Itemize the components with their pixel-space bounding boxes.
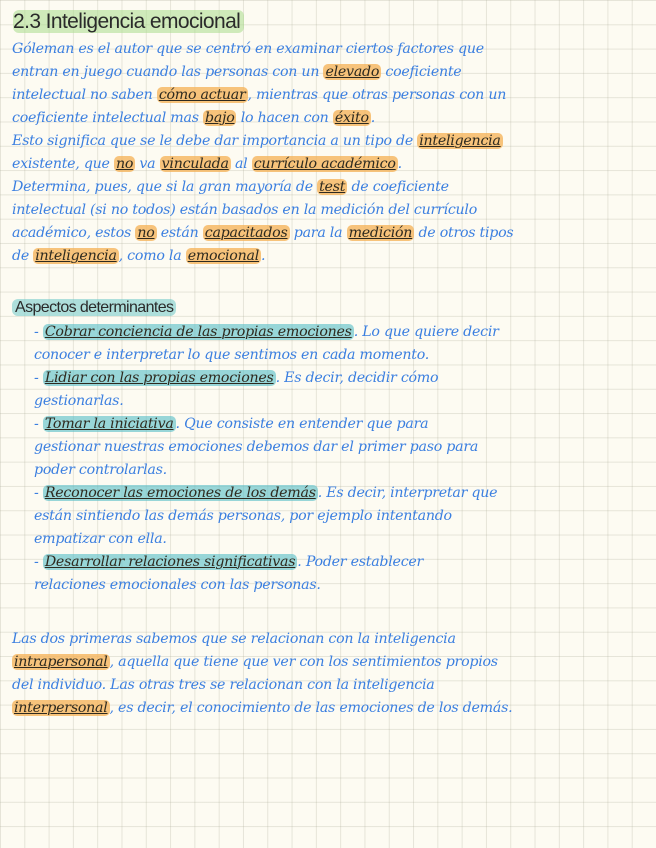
- highlight-term: Desarrollar relaciones significativas: [44, 554, 296, 570]
- highlight-term: Cobrar conciencia de las propias emociones: [44, 324, 352, 340]
- highlight-term: elevado: [325, 64, 380, 80]
- highlight-term: cómo actuar: [158, 87, 246, 103]
- highlight-term: emocional: [187, 248, 259, 264]
- list-item: - Tomar la iniciativa . Que consiste en entender que para: [34, 416, 429, 432]
- list-item-continuation: conocer e interpretar lo que sentimos en cada momento.: [34, 347, 430, 363]
- highlight-term: capacitados: [204, 225, 288, 241]
- list-item-continuation: gestionarlas.: [34, 393, 124, 409]
- highlight-term: medición: [348, 225, 413, 241]
- list-item-continuation: relaciones emocionales con las personas.: [34, 577, 321, 593]
- list-item: - Reconocer las emociones de los demás . Es decir, interpretar que: [34, 485, 498, 501]
- paragraph-conclusion: [12, 628, 648, 720]
- highlight-term: no: [115, 156, 134, 172]
- highlight-term: inteligencia: [419, 133, 501, 149]
- highlight-term: test: [319, 179, 346, 195]
- text-line: intelectual no saben cómo actuar , mientras que otras personas con un: [12, 87, 507, 103]
- highlight-term: no: [137, 225, 155, 241]
- text-line: coeficiente intelectual mas bajo lo hacen con éxito .: [12, 110, 376, 126]
- text-line: de inteligencia , como la emocional .: [12, 248, 266, 264]
- subsection-title: Aspectos determinantes: [12, 299, 176, 317]
- highlight-term: éxito: [334, 110, 369, 126]
- section-title: 2.3 Inteligencia emocional: [13, 10, 244, 34]
- text-line: intelectual (si no todos) están basados en la medición del currículo: [12, 202, 477, 218]
- text-line: Las dos primeras sabemos que se relacionan con la inteligencia: [12, 631, 456, 647]
- highlight-term: currículo académico: [253, 156, 396, 172]
- list-item-continuation: poder controlarlas.: [34, 462, 167, 478]
- highlight-term: vinculada: [161, 156, 229, 172]
- text-line: Esto significa que se le debe dar importancia a un tipo de inteligencia: [12, 133, 501, 149]
- aspects-list: [12, 321, 648, 597]
- text-line: entran en juego cuando las personas con un elevado coeficiente: [12, 64, 462, 80]
- text-line: Determina, pues, que si la gran mayoría de test de coeficiente: [12, 179, 449, 195]
- paragraph-intro: [12, 38, 648, 268]
- text-line: existente, que no va vinculada al currículo académico .: [12, 156, 402, 172]
- list-item-continuation: empatizar con ella.: [34, 531, 167, 547]
- highlight-term: inteligencia: [35, 248, 117, 264]
- text-line: interpersonal , es decir, el conocimiento de las emociones de los demás.: [14, 700, 513, 716]
- highlight-term: intrapersonal: [14, 654, 108, 670]
- list-item: - Cobrar conciencia de las propias emociones . Lo que quiere decir: [34, 324, 499, 340]
- list-item-continuation: gestionar nuestras emociones debemos dar el primer paso para: [34, 439, 479, 455]
- highlight-term: bajo: [205, 110, 235, 126]
- text-line: Góleman es el autor que se centró en examinar ciertos factores que: [12, 41, 484, 57]
- text-line: intrapersonal , aquella que tiene que ver con los sentimientos propios: [14, 654, 498, 670]
- highlight-term: Tomar la iniciativa: [44, 416, 174, 432]
- list-item: - Desarrollar relaciones significativas . Poder establecer: [34, 554, 424, 570]
- highlight-term: Reconocer las emociones de los demás: [44, 485, 316, 501]
- text-line: académico, estos no están capacitados para la medición de otros tipos: [12, 225, 514, 241]
- text-line: del individuo. Las otras tres se relacionan con la inteligencia: [12, 677, 435, 693]
- highlight-term: interpersonal: [14, 700, 108, 716]
- list-item-continuation: están sintiendo las demás personas, por ejemplo intentando: [34, 508, 452, 524]
- list-item: - Lidiar con las propias emociones . Es decir, decidir cómo: [34, 370, 439, 386]
- highlight-term: Lidiar con las propias emociones: [44, 370, 274, 386]
